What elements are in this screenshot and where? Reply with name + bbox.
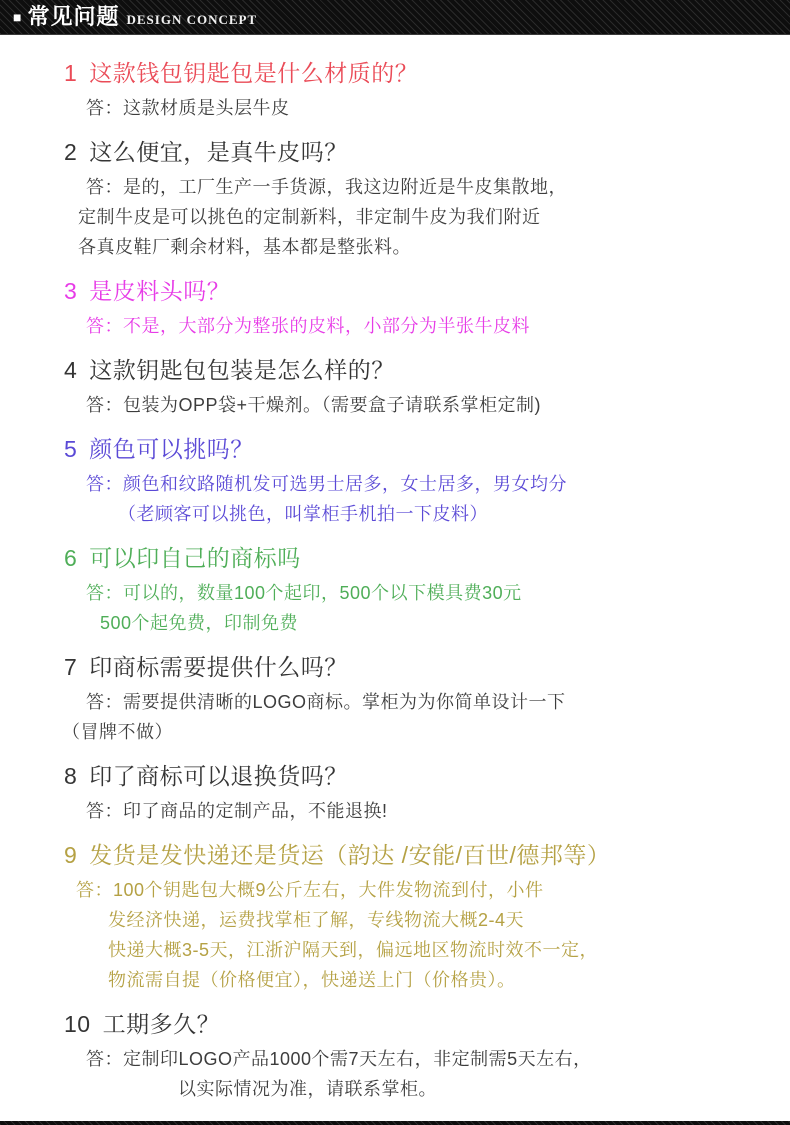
faq-item <box>0 761 790 826</box>
faq-item <box>0 355 790 420</box>
faq-question <box>64 543 790 573</box>
faq-number: 4 <box>64 357 78 383</box>
faq-question <box>64 761 790 791</box>
faq-answer-line: 各真皮鞋厂剩余材料，基本都是整张料。 <box>78 237 411 257</box>
faq-answer <box>62 687 790 747</box>
faq-item <box>0 840 790 995</box>
faq-question-text: 工期多久？ <box>102 1011 221 1037</box>
faq-question <box>64 1009 790 1039</box>
faq-question-text: 印了商标可以退换货吗？ <box>89 763 348 789</box>
faq-question <box>64 840 790 870</box>
faq-question <box>64 58 790 88</box>
faq-answer-line: 答：需要提供清晰的LOGO商标。掌柜为为你简单设计一下 <box>86 692 566 712</box>
section-subtitle: DESIGN CONCEPT <box>126 12 258 27</box>
faq-answer-line: 答：不是，大部分为整张的皮料，小部分为半张牛皮料 <box>86 316 530 336</box>
faq-number: 8 <box>64 763 78 789</box>
faq-answer <box>86 311 790 341</box>
faq-question-text: 可以印自己的商标吗 <box>89 545 301 571</box>
faq-question <box>64 434 790 464</box>
faq-number: 10 <box>64 1011 91 1037</box>
faq-question-text: 这款钥匙包包装是怎么样的？ <box>89 357 395 383</box>
faq-item <box>0 137 790 262</box>
faq-number: 1 <box>64 60 78 86</box>
faq-answer-line: 定制牛皮是可以挑色的定制新料，非定制牛皮为我们附近 <box>78 207 541 227</box>
square-bullet-icon: ■ <box>13 9 22 25</box>
faq-question-text: 这款钱包钥匙包是什么材质的？ <box>89 60 419 86</box>
faq-answer-line: 答：定制印LOGO产品1000个需7天左右，非定制需5天左右， <box>86 1049 592 1069</box>
faq-question <box>64 276 790 306</box>
faq-answer <box>86 93 790 123</box>
faq-question <box>64 355 790 385</box>
faq-question <box>64 652 790 682</box>
faq-answer-line: 快递大概3-5天，江浙沪隔天到，偏远地区物流时效不一定， <box>108 940 599 960</box>
faq-answer-line: 发经济快递，运费找掌柜了解，专线物流大概2-4天 <box>108 910 525 930</box>
faq-number: 6 <box>64 545 78 571</box>
faq-item <box>0 276 790 341</box>
section-title: 常见问题 <box>27 4 120 29</box>
faq-answer-line: （冒牌不做） <box>62 722 173 742</box>
faq-answer <box>86 390 790 420</box>
faq-answer <box>76 875 790 995</box>
faq-number: 9 <box>64 842 78 868</box>
faq-number: 3 <box>64 278 78 304</box>
faq-question <box>64 137 790 167</box>
bottom-divider-bar <box>0 1121 790 1125</box>
faq-question-text: 发货是发快递还是货运（韵达 /安能/百世/德邦等） <box>89 842 611 868</box>
faq-answer-line: 答：这款材质是头层牛皮 <box>86 98 290 118</box>
faq-list <box>0 35 790 1121</box>
faq-number: 2 <box>64 139 78 165</box>
faq-number: 5 <box>64 436 78 462</box>
faq-answer-line: 物流需自提（价格便宜），快递送上门（价格贵）。 <box>108 970 516 990</box>
faq-answer-line: 答：包装为OPP袋+干燥剂。（需要盒子请联系掌柜定制) <box>86 395 542 415</box>
faq-question-text: 这么便宜，是真牛皮吗？ <box>89 139 348 165</box>
faq-question-text: 是皮料头吗？ <box>89 278 231 304</box>
faq-answer <box>78 172 790 262</box>
faq-answer <box>86 796 790 826</box>
faq-answer <box>86 469 790 529</box>
faq-item <box>0 543 790 638</box>
faq-answer-line: 答：100个钥匙包大概9公斤左右，大件发物流到付，小件 <box>76 880 544 900</box>
faq-answer <box>86 1044 790 1104</box>
faq-question-text: 印商标需要提供什么吗？ <box>89 654 348 680</box>
faq-number: 7 <box>64 654 78 680</box>
faq-answer-line: 以实际情况为准，请联系掌柜。 <box>178 1079 437 1099</box>
faq-answer-line: 答：可以的，数量100个起印，500个以下模具费30元 <box>86 583 522 603</box>
faq-question-text: 颜色可以挑吗？ <box>89 436 254 462</box>
faq-item <box>0 1009 790 1104</box>
faq-answer-line: 答：是的，工厂生产一手货源，我这边附近是牛皮集散地， <box>86 177 567 197</box>
faq-item <box>0 434 790 529</box>
faq-answer-line: （老顾客可以挑色，叫掌柜手机拍一下皮料） <box>118 504 488 524</box>
faq-item <box>0 652 790 747</box>
faq-answer-line: 500个起免费，印制免费 <box>100 613 299 633</box>
faq-item <box>0 58 790 123</box>
faq-answer-line: 答：印了商品的定制产品，不能退换! <box>86 801 388 821</box>
faq-answer-line: 答：颜色和纹路随机发可选男士居多，女士居多，男女均分 <box>86 474 567 494</box>
section-header-bar <box>0 0 790 35</box>
faq-answer <box>86 578 790 638</box>
